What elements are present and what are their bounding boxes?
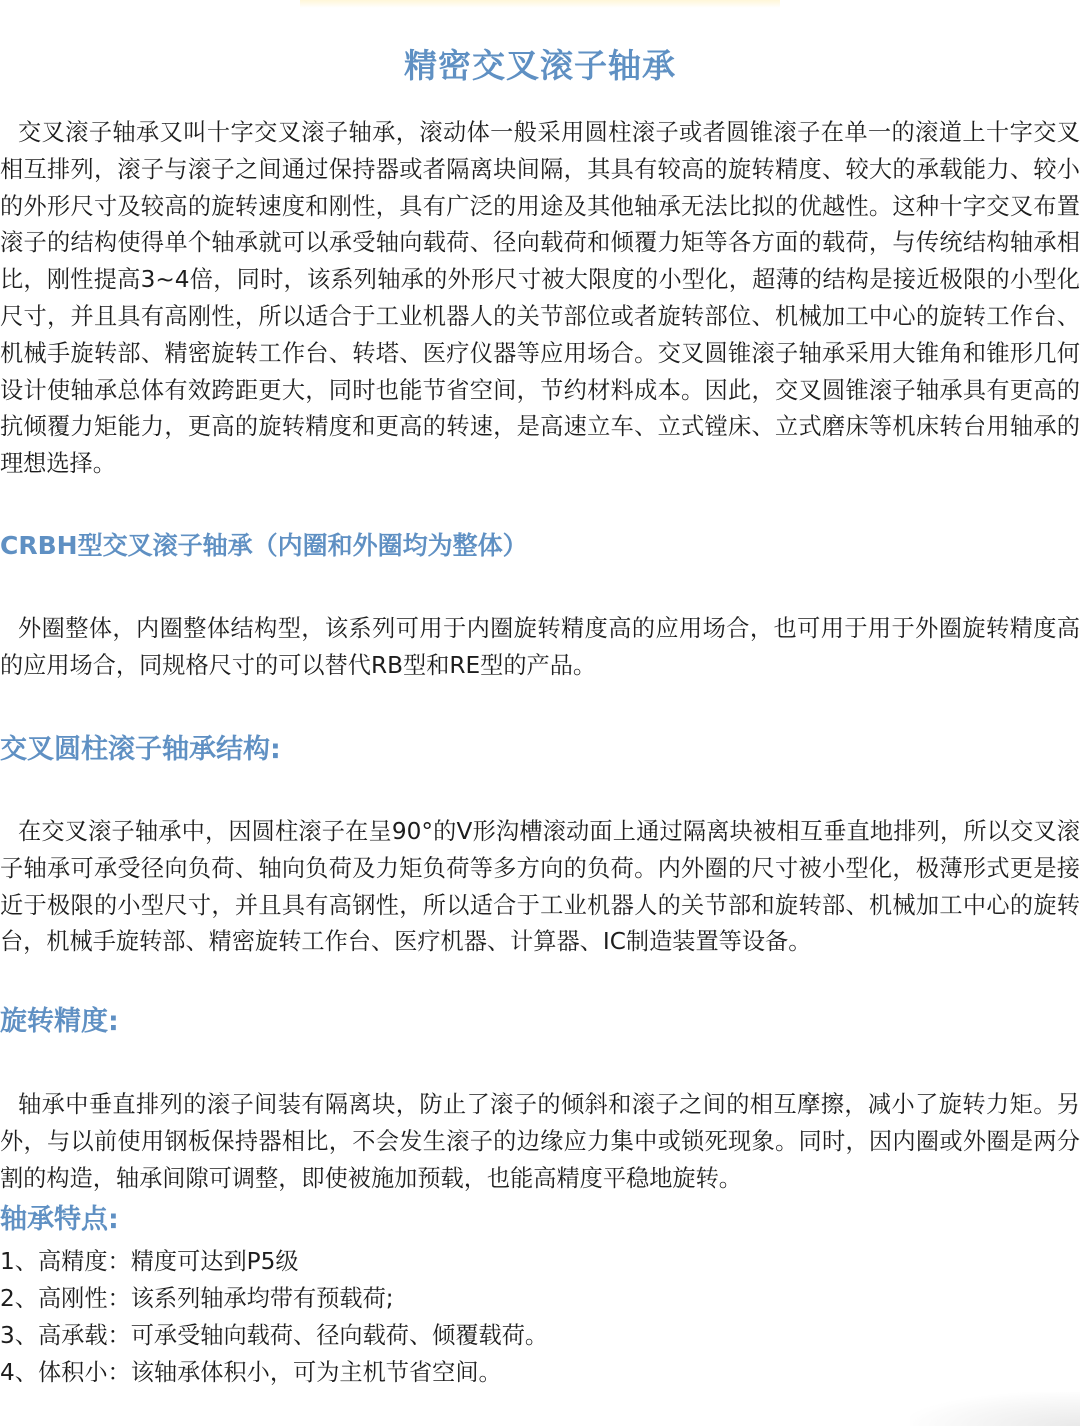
top-decoration — [300, 0, 780, 8]
list-item: 1、高精度：精度可达到P5级 — [0, 1248, 299, 1275]
precision-heading: 旋转精度: — [0, 1006, 119, 1037]
structure-paragraph: 在交叉滚子轴承中，因圆柱滚子在呈90°的V形沟槽滚动面上通过隔离块被相互垂直地排列，所以交叉滚子轴承可承受径向负荷、轴向负荷及力矩负荷等多方向的负荷。内外圈的尺寸被小型化，极薄形式更是接近于极限的小型尺寸，并且具有高钢性，所以适合于工业机器人的关节部和旋转部、机械加工中心的旋转台，机械手旋转部、精密旋转工作台、医疗机器、计算器、IC制造装置等设备。 — [0, 818, 1080, 956]
features-heading: 轴承特点: — [0, 1204, 119, 1235]
page-title: 精密交叉滚子轴承 — [404, 46, 676, 86]
list-item: 2、高刚性：该系列轴承均带有预载荷; — [0, 1285, 394, 1312]
structure-heading: 交叉圆柱滚子轴承结构: — [0, 734, 281, 765]
list-item: 3、高承载：可承受轴向载荷、径向载荷、倾覆载荷。 — [0, 1322, 549, 1349]
crbh-paragraph: 外圈整体，内圈整体结构型，该系列可用于内圈旋转精度高的应用场合，也可用于用于外圈旋转精度高的应用场合，同规格尺寸的可以替代RB型和RE型的产品。 — [0, 615, 1080, 679]
precision-paragraph: 轴承中垂直排列的滚子间装有隔离块，防止了滚子的倾斜和滚子之间的相互摩擦，减小了旋转力矩。另外，与以前使用钢板保持器相比，不会发生滚子的边缘应力集中或锁死现象。同时，因内圈或外圈是两分割的构造，轴承间隙可调整，即使被施加预载，也能高精度平稳地旋转。 — [0, 1091, 1080, 1192]
crbh-heading: CRBH型交叉滚子轴承（内圈和外圈均为整体） — [0, 531, 528, 560]
intro-paragraph: 交叉滚子轴承又叫十字交叉滚子轴承，滚动体一般采用圆柱滚子或者圆锥滚子在单一的滚道上十字交叉相互排列，滚子与滚子之间通过保持器或者隔离块间隔，其具有较高的旋转精度、较大的承载能力、较小的外形尺寸及较高的旋转速度和刚性，具有广泛的用途及其他轴承无法比拟的优越性。这种十字交叉布置滚子的结构使得单个轴承就可以承受轴向载荷、径向载荷和倾覆力矩等各方面的载荷，与传统结构轴承相比，刚性提高3~4倍，同时，该系列轴承的外形尺寸被大限度的小型化，超薄的结构是接近极限的小型化尺寸，并且具有高刚性，所以适合于工业机器人的关节部位或者旋转部位、机械加工中心的旋转工作台、机械手旋转部、精密旋转工作台、转塔、医疗仪器等应用场合。交叉圆锥滚子轴承采用大锥角和锥形几何设计使轴承总体有效跨距更大，同时也能节省空间，节约材料成本。因此，交叉圆锥滚子轴承具有更高的抗倾覆力矩能力，更高的旋转精度和更高的转速，是高速立车、立式镗床、立式磨床等机床转台用轴承的理想选择。 — [0, 119, 1080, 478]
corner-shadow — [910, 1392, 1080, 1426]
list-item: 4、体积小：该轴承体积小，可为主机节省空间。 — [0, 1359, 502, 1386]
features-list — [0, 1243, 1080, 1391]
